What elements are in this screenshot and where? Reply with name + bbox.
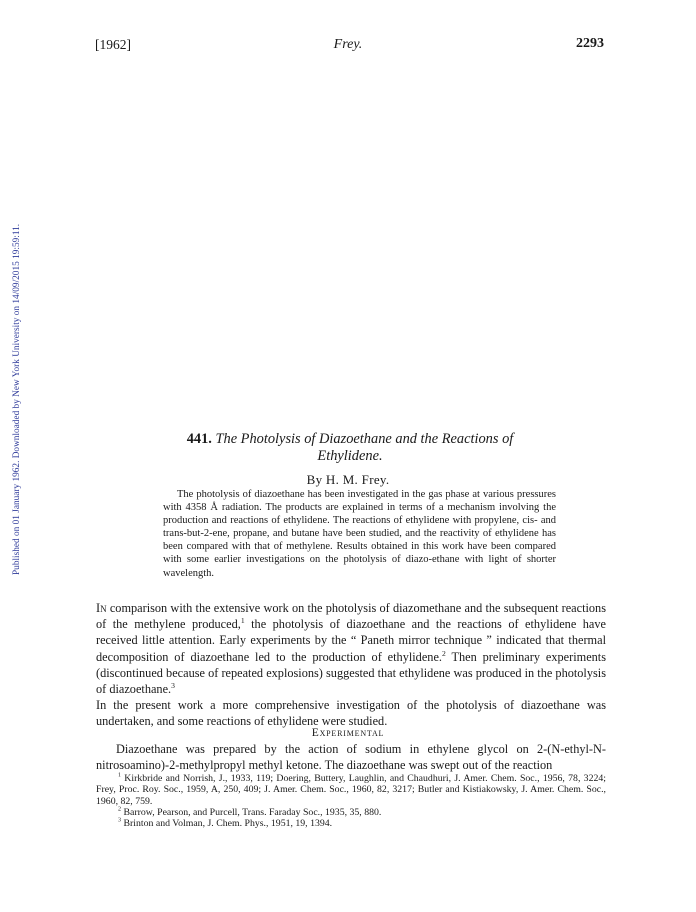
footnote-3 (96, 818, 606, 829)
section-heading-experimental: Experimental (311, 727, 385, 739)
article-number: 441. (186, 431, 212, 447)
intro-paragraph-1 (96, 600, 606, 697)
introduction (96, 600, 606, 730)
footnotes (96, 773, 606, 829)
journal-year: [1962] (95, 37, 131, 52)
intro-text-a: comparison with the extensive work on the photolysis of diazomethane and the subsequent reactions of the methylene produced, (96, 601, 606, 632)
intro-paragraph-2: In the present work a more comprehensive investigation of the photolysis of diazoethane was undertaken, and some reactions of ethylidene were studied. (96, 698, 606, 729)
footnote-1-text: Kirkbride and Norrish, J., 1933, 119; Doering, Buttery, Laughlin, and Chaudhuri, J. Amer. Chem. Soc., 1956, 78, 3224; Frey, Proc. Roy. Soc., 1959, A, 250, 409; J. Amer. Chem. Soc., 1960, 82, 3217; Butler and Kistiakowsky, J. Amer. Chem. Soc., 1960, 82, 759. (96, 773, 606, 807)
intro-text-c: Then preliminary experiments (discontinued because of repeated explosions) suggested that ethylidene was produced in the photolysis of diazoethane. (96, 649, 606, 697)
publication-sidebar-link[interactable]: Published on 01 January 1962. Downloaded by New York University on 14/09/2015 19:59:11. (12, 223, 22, 575)
abstract-text: The photolysis of diazoethane has been investigated in the gas phase at various pressures with 4358 Å radiation. The products are explained in terms of a mechanism involving the production and reactions of ethylidene. The reactions of ethylidene with propylene, cis- and trans-but-2-ene, propane, and butane have been studied, and the reactivity of ethylidene has been compared with that of methylene. Results obtained in this work have been compared with some earlier investigations on the photolysis of diazo-ethane with light of shorter wavelength. (163, 489, 556, 579)
ref-1[interactable]: 1 (240, 616, 245, 626)
intro-text-b: the photolysis of diazoethane and the reactions of ethylidene have received little attention. Early experiments by the “ Paneth mirror technique ” indicated that thermal decomposition of diazoethane led to the production of ethylidene. (96, 617, 606, 664)
byline: By H. M. Frey. (306, 472, 390, 487)
title-line-2: Ethylidene. (317, 448, 383, 464)
footnote-mark-3: 3 (118, 817, 122, 824)
footnote-2-text: Barrow, Pearson, and Purcell, Trans. Faraday Soc., 1935, 35, 880. (121, 806, 382, 818)
footnote-3-text: Brinton and Volman, J. Chem. Phys., 1951, 19, 1394. (121, 818, 333, 830)
abstract (163, 488, 556, 580)
footnote-mark-1: 1 (118, 772, 122, 779)
footnote-1 (96, 773, 606, 807)
running-head-author: Frey. (333, 37, 363, 52)
experimental-paragraph: Diazoethane was prepared by the action of sodium in ethylene glycol on 2-(N-ethyl-N-nitrosoamino)-2-methylpropyl methyl ketone. The diazoethane was swept out of the reaction (96, 742, 606, 772)
article-title (140, 431, 560, 465)
experimental-section (96, 742, 606, 773)
title-line-1: The Photolysis of Diazoethane and the Reactions of (215, 431, 514, 447)
page-number: 2293 (576, 36, 604, 51)
footnote-2 (96, 807, 606, 818)
ref-3[interactable]: 3 (171, 680, 175, 690)
footnote-mark-2: 2 (118, 806, 122, 813)
ref-2[interactable]: 2 (441, 648, 446, 658)
intro-lead-word: In (96, 601, 107, 615)
